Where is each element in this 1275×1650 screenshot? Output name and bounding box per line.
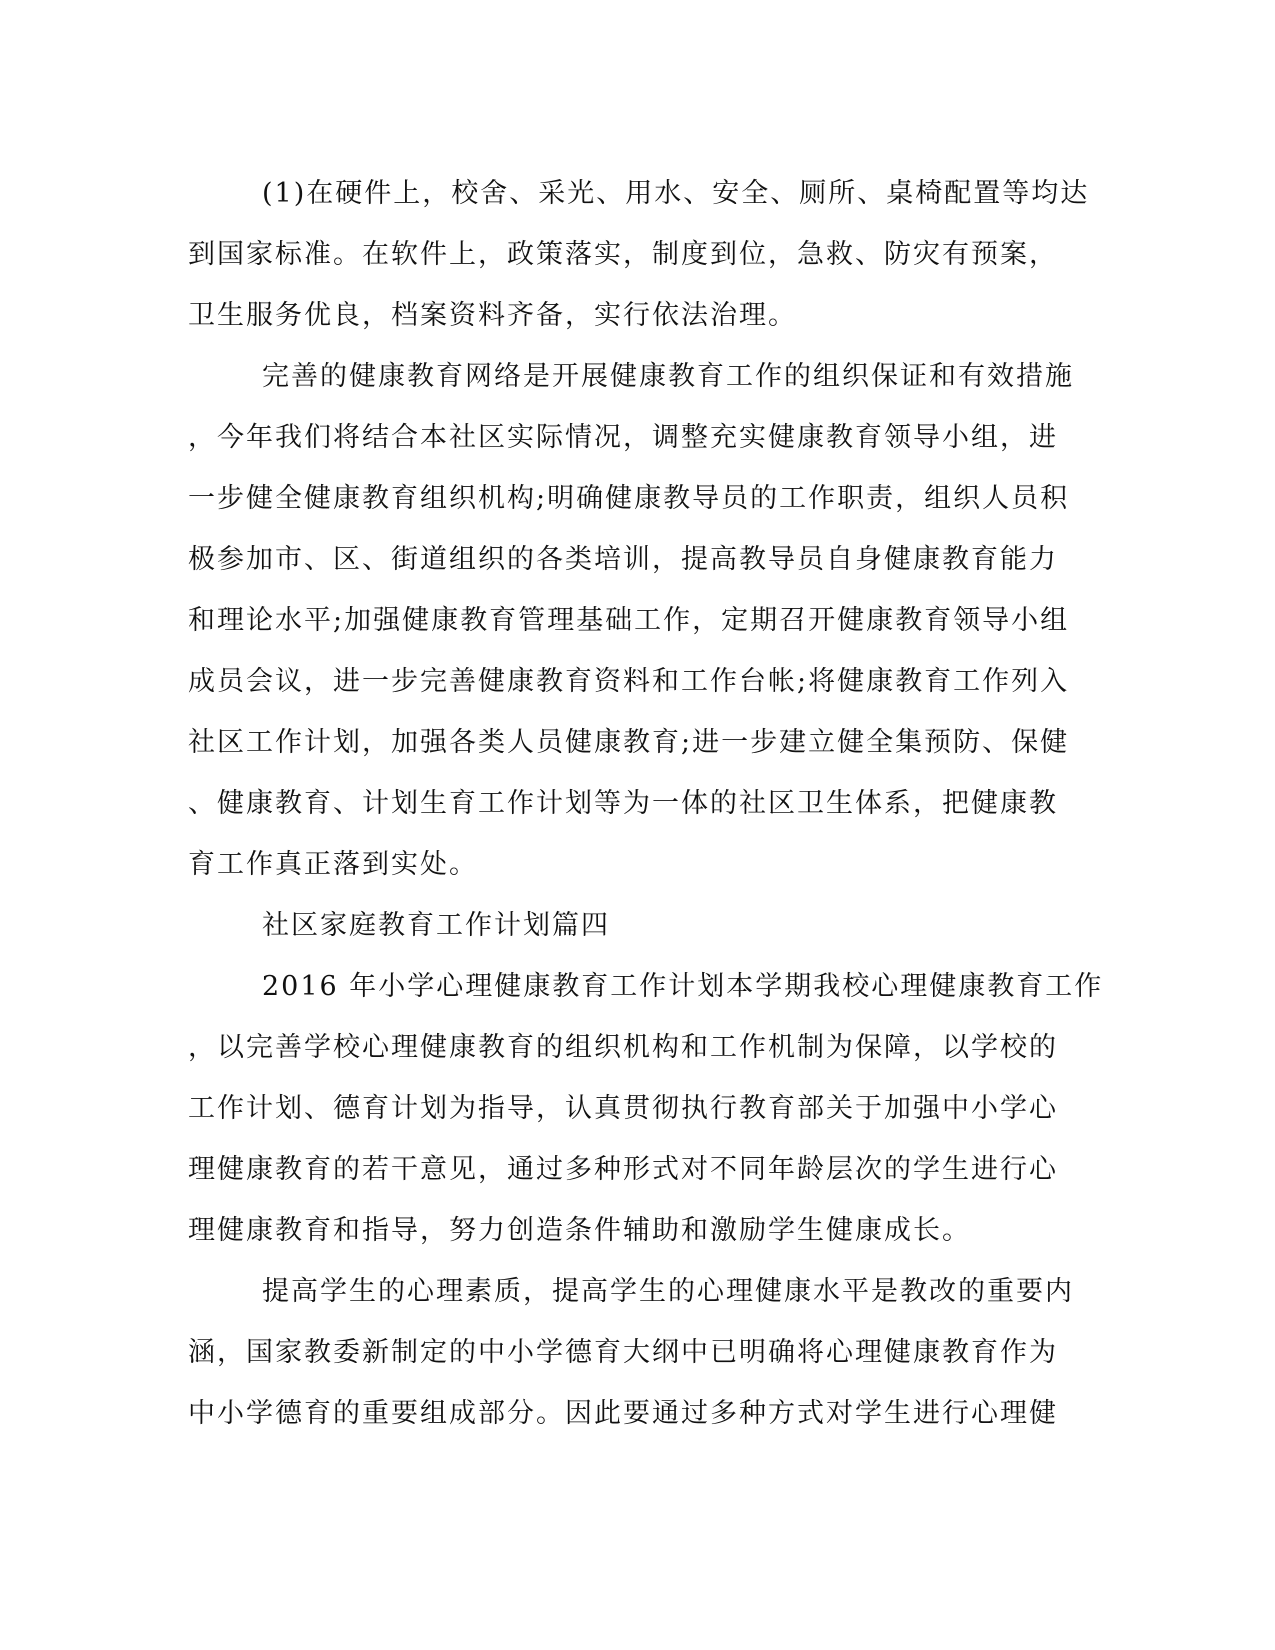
text-line: 育工作真正落到实处。: [188, 849, 478, 880]
text-line: 工作计划、德育计划为指导，认真贯彻执行教育部关于加强中小学心: [188, 1093, 1058, 1124]
text-line: (1)在硬件上，校舍、采光、用水、安全、厕所、桌椅配置等均达: [262, 178, 1090, 209]
text-line: 到国家标准。在软件上，政策落实，制度到位，急救、防灾有预案，: [188, 239, 1058, 270]
paragraph-health-network: [188, 346, 1074, 895]
paragraph-psychological-quality: [188, 1261, 1074, 1444]
text-line: 理健康教育的若干意见，通过多种形式对不同年龄层次的学生进行心: [188, 1154, 1058, 1185]
section-heading: [188, 895, 1068, 956]
text-line: ，今年我们将结合本社区实际情况，调整充实健康教育领导小组，进: [188, 422, 1058, 453]
text-line: 一步健全健康教育组织机构;明确健康教导员的工作职责，组织人员积: [188, 483, 1070, 514]
text-line: 、健康教育、计划生育工作计划等为一体的社区卫生体系，把健康教: [188, 788, 1058, 819]
paragraph-hardware-software: [188, 163, 1090, 346]
text-line: 理健康教育和指导，努力创造条件辅助和激励学生健康成长。: [188, 1215, 971, 1246]
text-line: ，以完善学校心理健康教育的组织机构和工作机制为保障，以学校的: [188, 1032, 1058, 1063]
document-body: [188, 163, 1104, 1444]
text-line: 涵，国家教委新制定的中小学德育大纲中已明确将心理健康教育作为: [188, 1337, 1058, 1368]
text-line: 完善的健康教育网络是开展健康教育工作的组织保证和有效措施: [262, 361, 1074, 392]
text-line: 和理论水平;加强健康教育管理基础工作，定期召开健康教育领导小组: [188, 605, 1070, 636]
section-heading-text: 社区家庭教育工作计划篇四: [262, 910, 610, 941]
text-line: 卫生服务优良，档案资料齐备，实行依法治理。: [188, 300, 797, 331]
text-line: 提高学生的心理素质，提高学生的心理健康水平是教改的重要内: [262, 1276, 1074, 1307]
text-line: 成员会议，进一步完善健康教育资料和工作台帐;将健康教育工作列入: [188, 666, 1070, 697]
text-line: 2016 年小学心理健康教育工作计划本学期我校心理健康教育工作: [262, 971, 1104, 1002]
text-line: 社区工作计划，加强各类人员健康教育;进一步建立健全集预防、保健: [188, 727, 1070, 758]
paragraph-2016-plan: [188, 956, 1104, 1261]
text-line: 极参加市、区、街道组织的各类培训，提高教导员自身健康教育能力: [188, 544, 1058, 575]
text-line: 中小学德育的重要组成部分。因此要通过多种方式对学生进行心理健: [188, 1398, 1058, 1429]
